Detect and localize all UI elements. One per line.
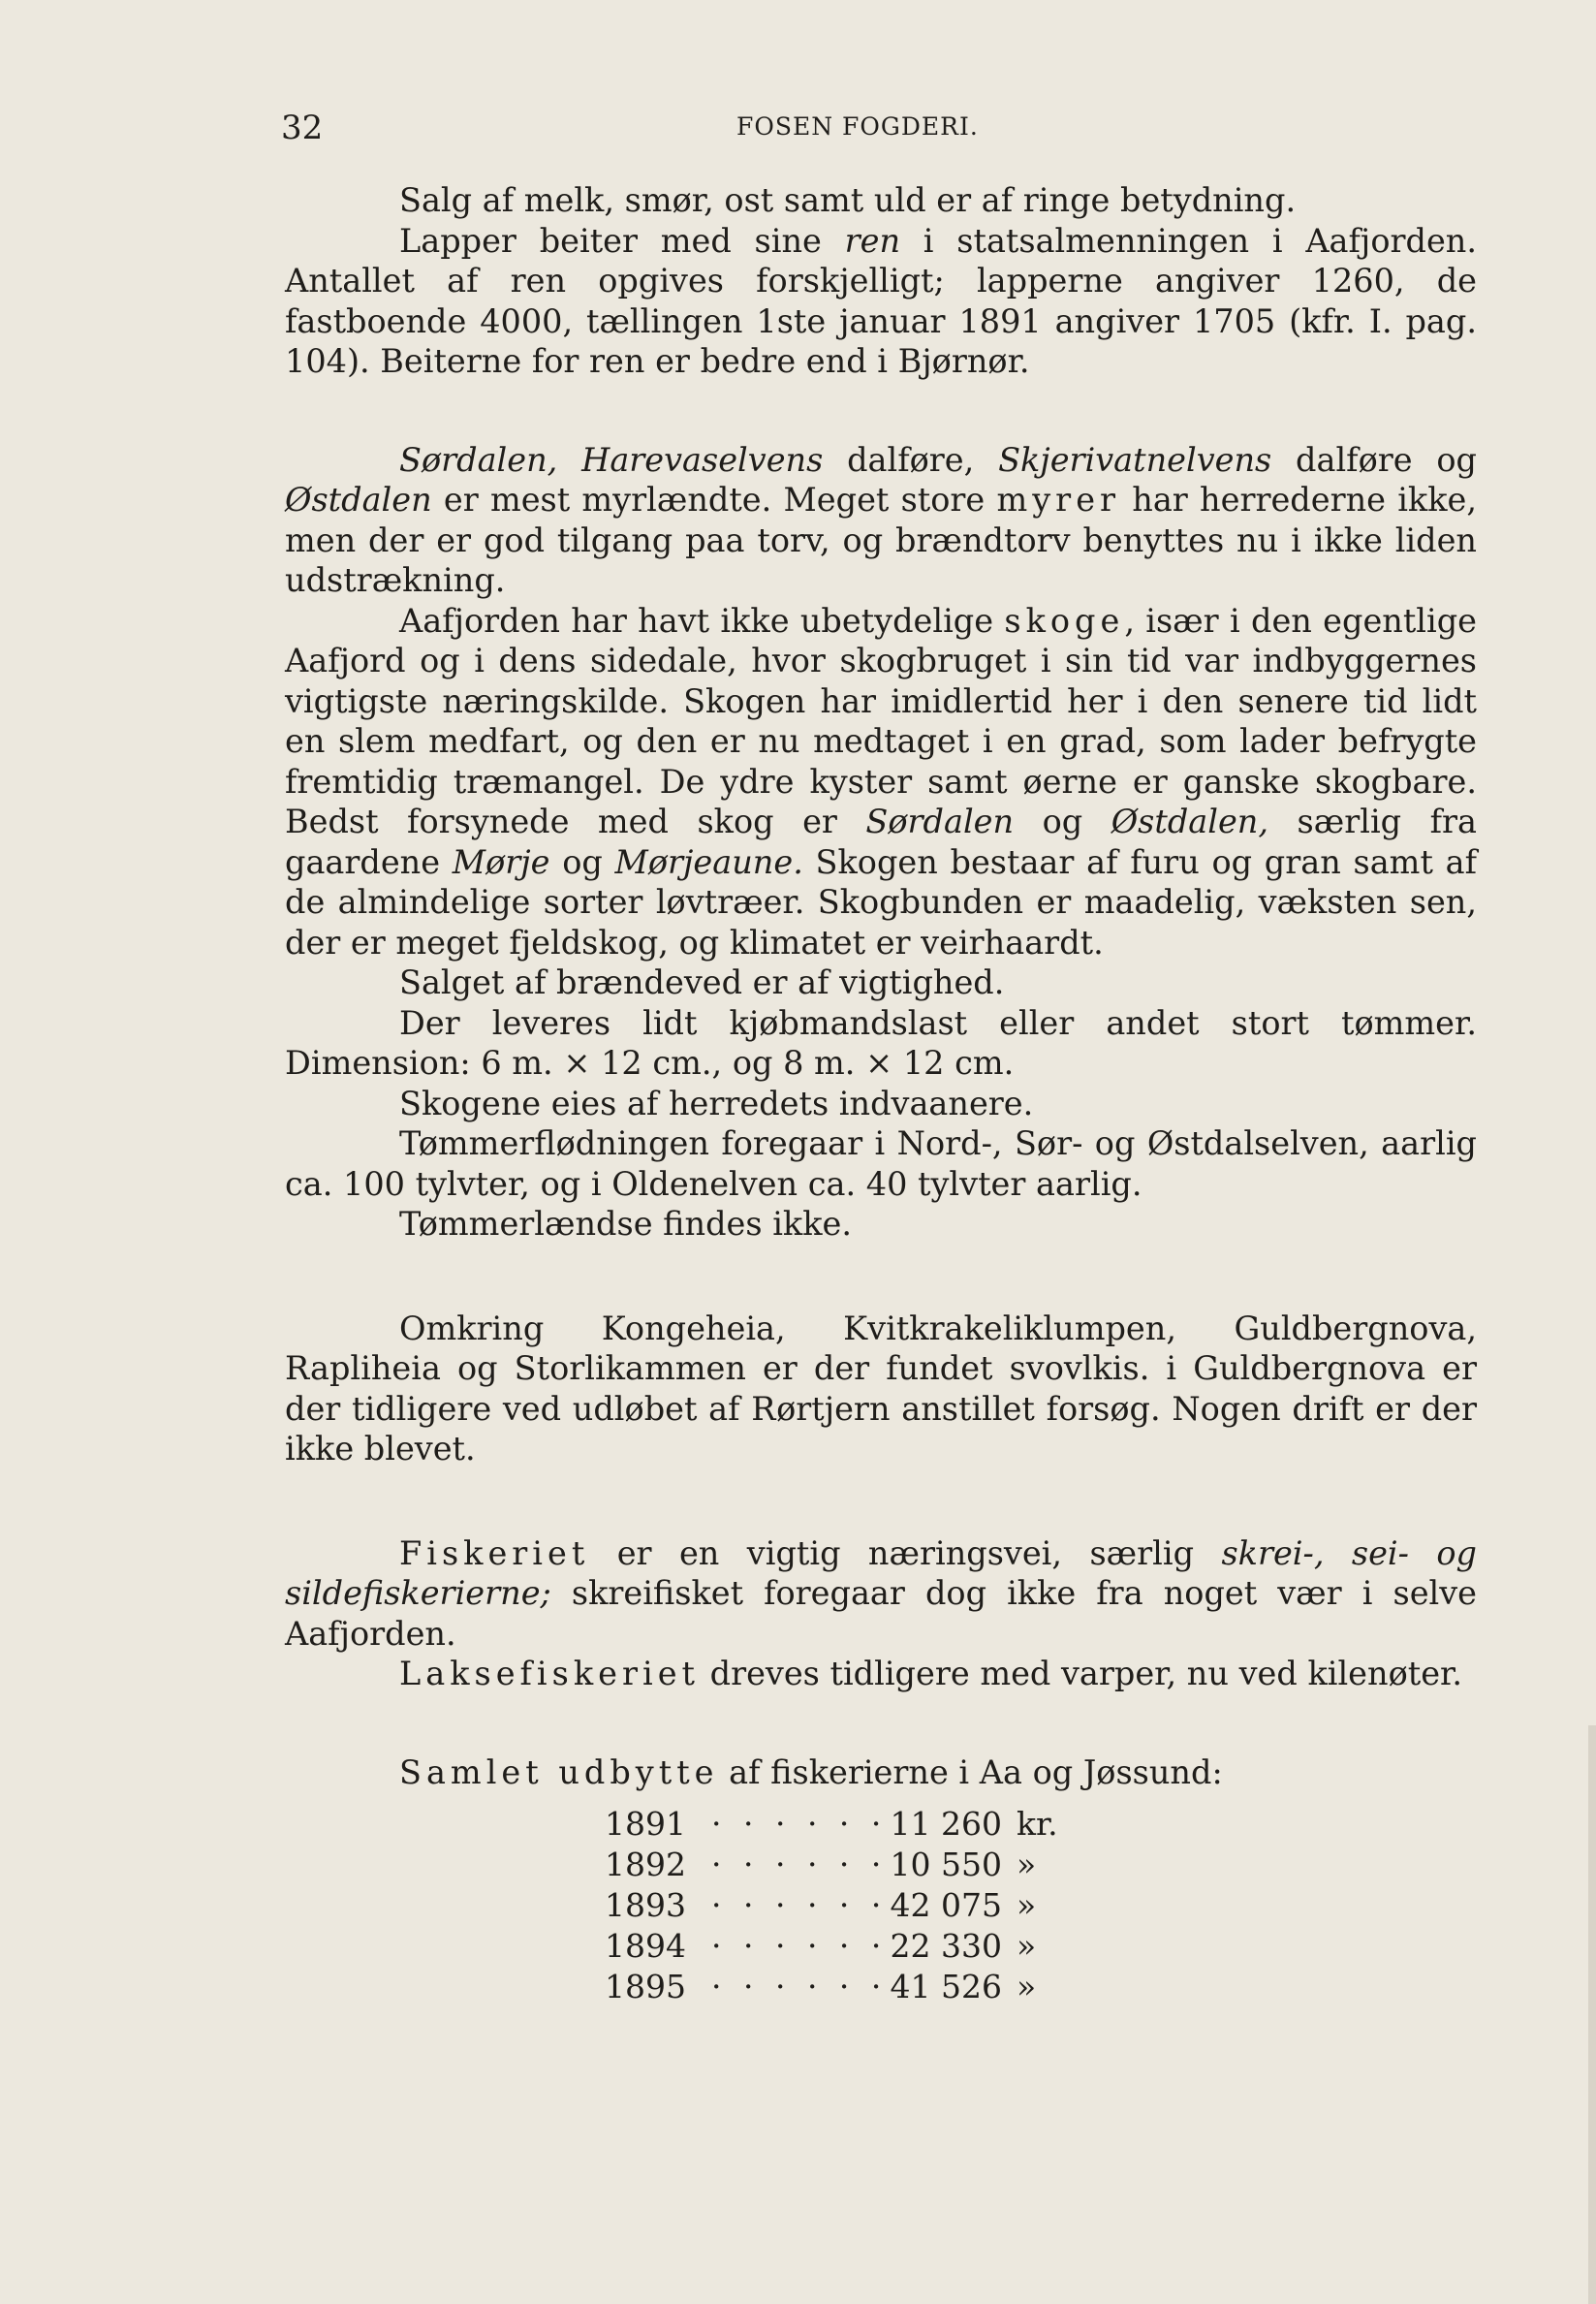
table-row — [605, 1845, 1205, 1885]
paragraph-floating: Tømmerflødningen foregaar i Nord-, Sør- og Østdalselven, aarlig ca. 100 tylvter, og i Oldenelven ca. 40 tylvter aarlig. — [285, 1124, 1477, 1203]
page-edge-shadow — [1588, 1725, 1596, 2304]
amount-cell: 22 330 — [890, 1927, 1002, 1965]
table-caption: Samlet udbytte af fiskerierne i Aa og Jøssund: — [399, 1752, 1223, 1791]
table-row — [605, 1967, 1205, 2007]
paragraph-salmon: Laksefiskeriet dreves tidligere med varper, nu ved kilenøter. — [399, 1655, 1463, 1692]
amount-cell: 42 075 — [890, 1886, 1002, 1924]
page-number: 32 — [281, 109, 324, 147]
amount-cell: 41 526 — [890, 1968, 1002, 2005]
year-cell: 1894 — [605, 1927, 686, 1965]
amount-cell: 11 260 — [890, 1805, 1002, 1843]
spacer — [285, 1694, 1477, 1752]
leader-dots: · · · · · · — [711, 1886, 888, 1924]
leader-dots: · · · · · · — [711, 1805, 888, 1843]
paragraph-reindeer: Lapper beiter med sine ren i statsalmenningen i Aafjorden. Antallet af ren opgives forskjelligt; lapperne angiver 1260, de fastboende 4000, tællingen 1ste januar 1891 angiver 1705 (kfr. I. pag. 104). Beiterne for ren er bedre end i Bjørnør. — [285, 221, 1477, 380]
running-head: FOSEN FOGDERI. — [736, 112, 979, 141]
spacer — [285, 1469, 1477, 1533]
leader-dots: · · · · · · — [711, 1927, 888, 1965]
unit-cell: » — [1017, 1927, 1037, 1965]
spacer — [285, 1245, 1477, 1309]
table-row — [605, 1885, 1205, 1926]
leader-dots: · · · · · · — [711, 1968, 888, 2005]
year-cell: 1892 — [605, 1846, 686, 1883]
paragraph-owners: Skogene eies af herredets indvaanere. — [399, 1084, 1034, 1122]
leader-dots: · · · · · · — [711, 1846, 888, 1883]
unit-cell: » — [1017, 1886, 1037, 1924]
page-body — [285, 180, 1477, 2007]
paragraph-timber: Der leveres lidt kjøbmandslast eller andet stort tømmer. Dimension: 6 m. × 12 cm., og 8 m. × 12 cm. — [285, 1003, 1477, 1082]
amount-cell: 10 550 — [890, 1846, 1002, 1883]
paragraph-forests: Aafjorden har havt ikke ubetydelige skoge, især i den egentlige Aafjord og i dens sidedale, hvor skogbruget i sin tid var indbyggernes vigtigste næringskilde. Skogen har imidlertid her i den senere tid lidt en slem medfart, og den er nu medtaget i en grad, som lader befrygte fremtidig træmangel. De ydre kyster samt øerne er ganske skogbare. Bedst forsynede med skog er Sørdalen og Østdalen, særlig fra gaardene Mørje og Mørjeaune. Skogen bestaar af furu og gran samt af de almindelige sorter løvtræer. Skogbunden er maadelig, væksten sen, der er meget fjeldskog, og klimatet er veirhaardt. — [285, 601, 1477, 962]
spacer — [285, 382, 1477, 440]
unit-cell: » — [1017, 1846, 1037, 1883]
year-cell: 1893 — [605, 1886, 686, 1924]
page-header — [281, 109, 1473, 147]
unit-cell: kr. — [1017, 1805, 1058, 1843]
paragraph-firewood: Salget af brændeved er af vigtighed. — [399, 963, 1005, 1001]
paragraph-fishery: Fiskeriet er en vigtig næringsvei, særlig skrei-, sei- og sildefiskerierne; skreifisket foregaar dog ikke fra noget vær i selve Aafjorden. — [285, 1533, 1477, 1653]
table-row — [605, 1804, 1205, 1845]
paragraph-minerals: Omkring Kongeheia, Kvitkrakeliklumpen, Guldbergnova, Rapliheia og Storlikammen er der fundet svovlkis. i Guldbergnova er der tidligere ved udløbet af Rørtjern anstillet forsøg. Nogen drift er der ikke blevet. — [285, 1309, 1477, 1468]
year-cell: 1895 — [605, 1968, 686, 2005]
unit-cell: » — [1017, 1968, 1037, 2005]
table-row — [605, 1926, 1205, 1967]
paragraph-booms: Tømmerlændse findes ikke. — [399, 1205, 852, 1243]
paragraph-dairy: Salg af melk, smør, ost samt uld er af ringe betydning. — [399, 181, 1297, 219]
paragraph-bogs: Sørdalen, Harevaselvens dalføre, Skjerivatnelvens dalføre og Østdalen er mest myrlændte. Meget store myrer har herrederne ikke, men der er god tilgang paa torv, og brændtorv benyttes nu i ikke liden udstrækning. — [285, 440, 1477, 599]
yield-table — [605, 1804, 1205, 2007]
year-cell: 1891 — [605, 1805, 686, 1843]
